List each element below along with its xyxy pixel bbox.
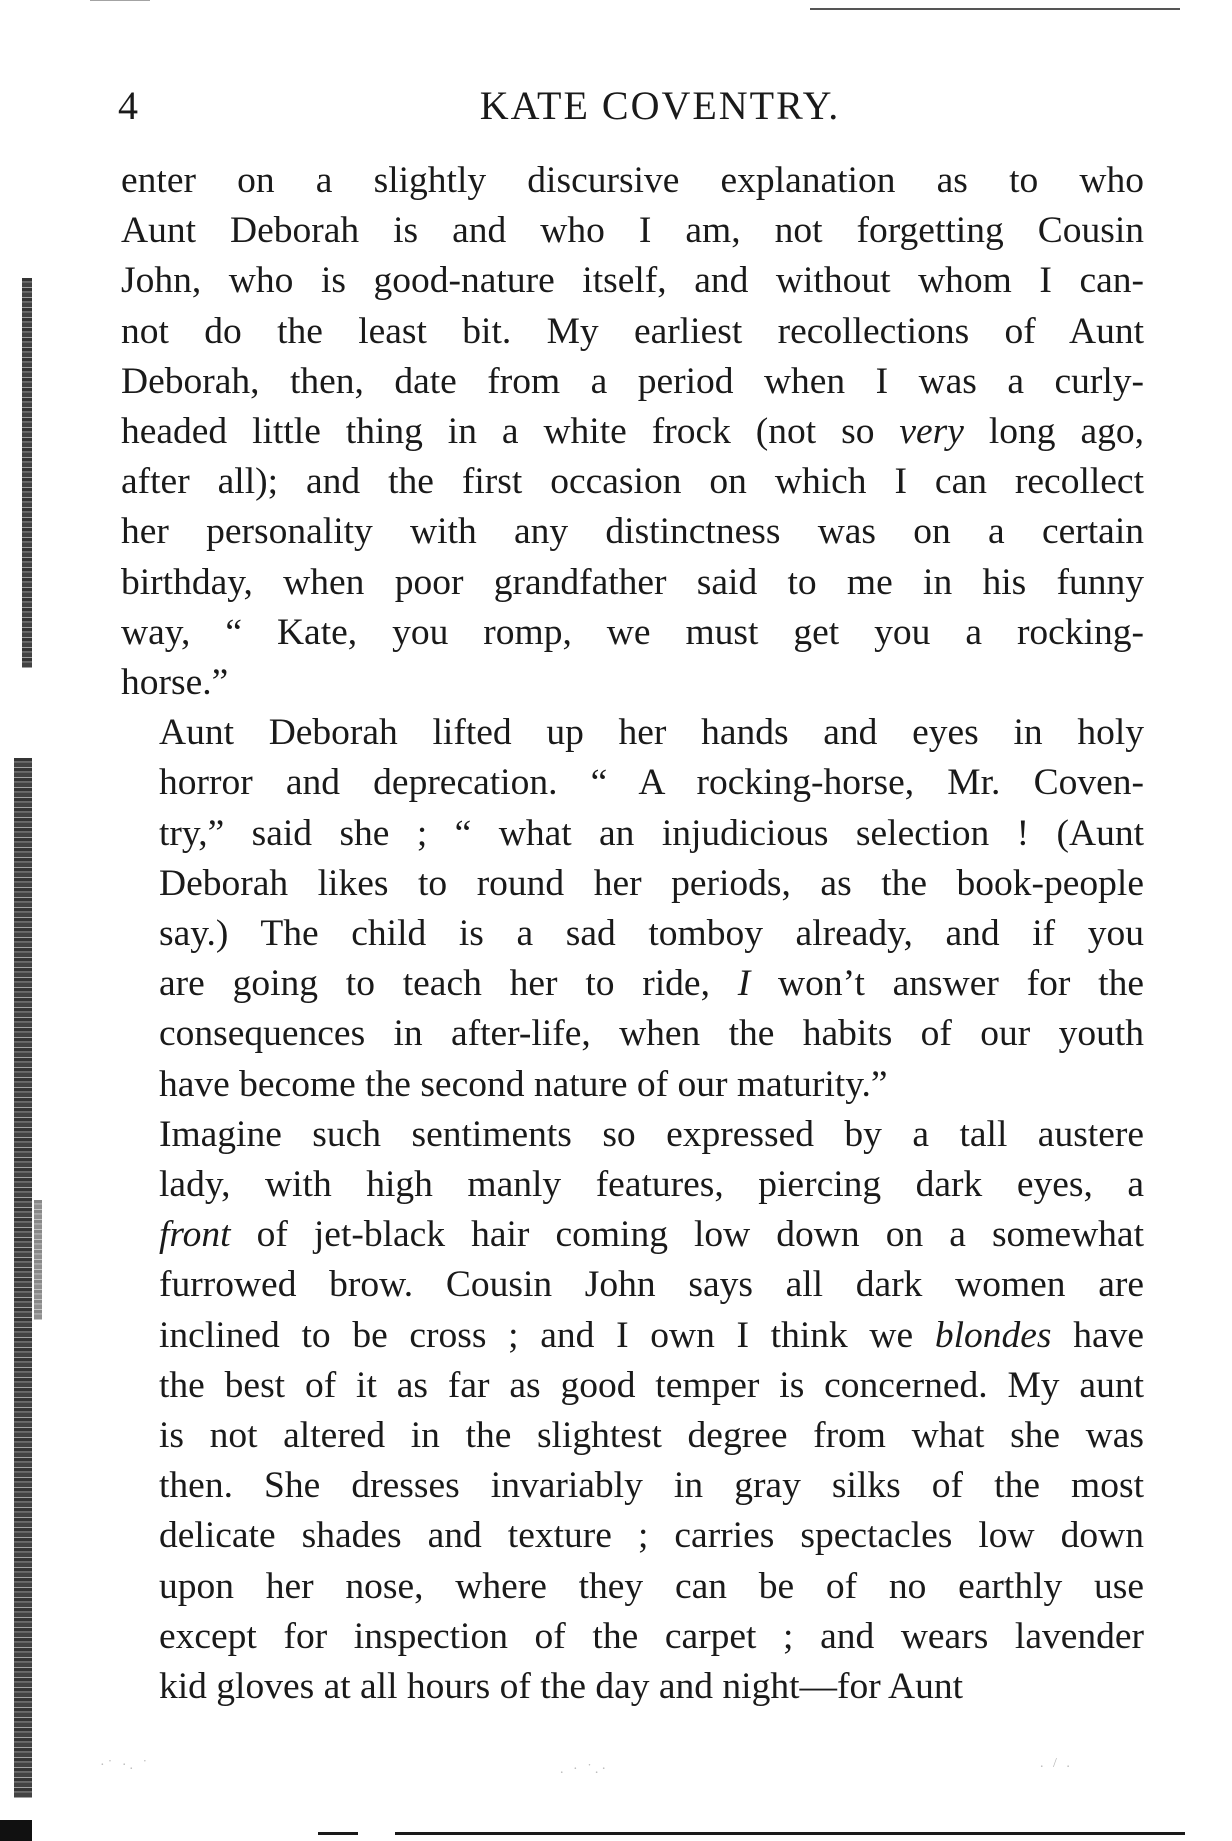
scan-speckle: ·˙ ·. ˙ bbox=[100, 1758, 151, 1773]
text-line: except for inspection of the carpet ; and wears lavender bbox=[159, 1615, 1144, 1657]
text-line: enter on a slightly discursive explanation as to who bbox=[121, 160, 1144, 201]
text-line: consequences in after-life, when the habits of our youth bbox=[159, 1013, 1144, 1055]
italic-word: very bbox=[899, 411, 964, 453]
running-head bbox=[118, 80, 1142, 136]
text-line: inclined to be cross ; and I own I think we blondes have bbox=[159, 1314, 1144, 1356]
text-line: Deborah, then, date from a period when I was a curly- bbox=[121, 360, 1144, 402]
text-line: try,” said she ; “ what an injudicious selection ! (Aunt bbox=[159, 812, 1144, 854]
text-line: headed little thing in a white frock (not so very long ago, bbox=[121, 411, 1144, 453]
text-line: John, who is good-nature itself, and without whom I can- bbox=[121, 260, 1144, 302]
italic-word: front bbox=[159, 1214, 231, 1256]
paragraph bbox=[121, 1110, 1144, 1712]
text-line: are going to teach her to ride, I won’t answer for the bbox=[159, 963, 1144, 1005]
text-line: have become the second nature of our maturity.” bbox=[159, 1063, 888, 1105]
scan-speckle: . / . bbox=[1040, 1756, 1073, 1771]
scan-speckle: . · ˙.· bbox=[560, 1762, 609, 1777]
text-line: Aunt Deborah lifted up her hands and eyes in holy bbox=[159, 712, 1144, 754]
paragraph bbox=[121, 156, 1144, 708]
page-number: 4 bbox=[118, 83, 139, 128]
scan-edge-line bbox=[395, 1832, 1185, 1835]
scan-edge-line bbox=[90, 0, 150, 1]
body-text bbox=[121, 156, 1144, 1712]
text-line: her personality with any distinctness was on a certain bbox=[121, 511, 1144, 553]
binding-shadow bbox=[22, 278, 32, 668]
text-line: then. She dresses invariably in gray silks of the most bbox=[159, 1465, 1144, 1507]
text-line: is not altered in the slightest degree from what she was bbox=[159, 1415, 1144, 1457]
binding-shadow bbox=[14, 758, 32, 1798]
text-line: delicate shades and texture ; carries spectacles low down bbox=[159, 1515, 1144, 1557]
scan-edge-line bbox=[318, 1832, 358, 1835]
text-line: front of jet-black hair coming low down on a somewhat bbox=[159, 1214, 1144, 1256]
text-line: say.) The child is a sad tomboy already, and if you bbox=[159, 913, 1144, 955]
text-line: upon her nose, where they can be of no earthly use bbox=[159, 1565, 1144, 1607]
binding-shadow bbox=[34, 1200, 42, 1320]
text-line: kid gloves at all hours of the day and night—for Aunt bbox=[159, 1666, 964, 1708]
text-line: horse.” bbox=[121, 662, 229, 704]
italic-word: I bbox=[737, 963, 751, 1005]
text-line: not do the least bit. My earliest recollections of Aunt bbox=[121, 310, 1144, 352]
text-line: Imagine such sentiments so expressed by a tall austere bbox=[159, 1113, 1144, 1155]
text-line: birthday, when poor grandfather said to me in his funny bbox=[121, 561, 1144, 603]
book-title: KATE COVENTRY. bbox=[479, 83, 841, 128]
text-line: lady, with high manly features, piercing dark eyes, a bbox=[159, 1164, 1144, 1206]
text-line: furrowed brow. Cousin John says all dark women are bbox=[159, 1264, 1144, 1306]
text-line: horror and deprecation. “ A rocking-horse, Mr. Coven- bbox=[159, 762, 1144, 804]
text-line: Aunt Deborah is and who I am, not forgetting Cousin bbox=[121, 210, 1144, 252]
paragraph bbox=[121, 708, 1144, 1110]
text-line: way, “ Kate, you romp, we must get you a rocking- bbox=[121, 611, 1144, 653]
text-line: after all); and the first occasion on which I can recollect bbox=[121, 461, 1144, 503]
scan-corner-mark bbox=[0, 1820, 32, 1841]
scan-edge-line bbox=[810, 8, 1180, 10]
italic-word: blondes bbox=[934, 1314, 1052, 1356]
text-line: the best of it as far as good temper is concerned. My aunt bbox=[159, 1364, 1144, 1406]
text-line: Deborah likes to round her periods, as the book-people bbox=[159, 862, 1144, 904]
